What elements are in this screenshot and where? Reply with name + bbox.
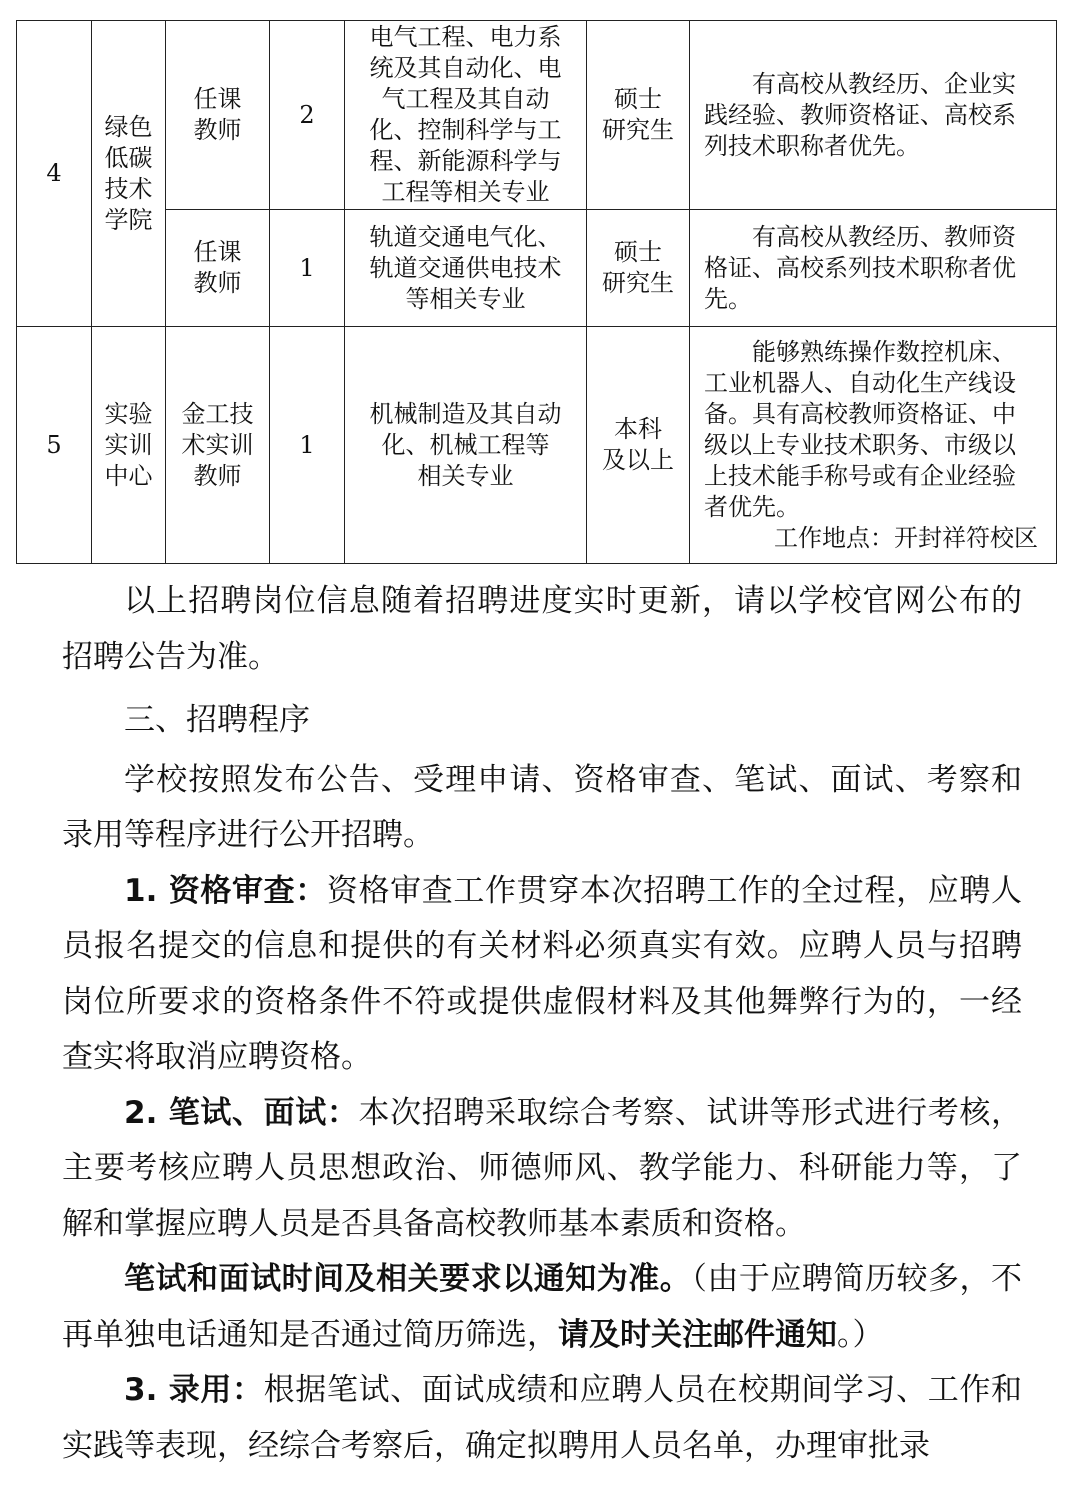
- step1-title: 1. 资格审查：: [124, 872, 327, 909]
- step3-paragraph: [62, 1363, 1022, 1474]
- department-cell: 实验 实训 中心: [92, 327, 166, 564]
- recruitment-table: [16, 20, 1057, 564]
- step3-body: 根据笔试、面试成绩和应聘人员在校期间学习、工作和实践等表现，经综合考察后，确定拟聘用人员名单，办理审批录: [62, 1372, 1022, 1464]
- position-cell: 任课 教师: [166, 21, 270, 210]
- requirement-text: 有高校从教经历、教师资格证、高校系列技术职称者优先。: [704, 222, 1016, 313]
- education-cell: 本科 及以上: [587, 327, 690, 564]
- intro-paragraph: 学校按照发布公告、受理申请、资格审查、笔试、面试、考察和录用等程序进行公开招聘。: [62, 761, 1022, 853]
- department-cell: 绿色 低碳 技术 学院: [92, 21, 166, 327]
- requirement-cell: [690, 327, 1057, 564]
- requirement-text: 能够熟练操作数控机床、工业机器人、自动化生产线设备。具有高校教师资格证、中级以上专业技术职务、市级以上技术能手称号或有企业经验者优先。: [704, 337, 1016, 521]
- exam-time-note: （由于应聘简历较多，不再单独电话通知是否通过简历筛选，: [62, 1261, 1023, 1353]
- table-row: [17, 21, 1057, 210]
- step2-title: 2. 笔试、面试：: [124, 1094, 359, 1131]
- major-cell: 轨道交通电气化、 轨道交通供电技术 等相关专业: [345, 210, 587, 327]
- exam-time-end: 。）: [837, 1316, 884, 1353]
- section-heading: 三、招聘程序: [124, 702, 310, 738]
- education-cell: 硕士 研究生: [587, 210, 690, 327]
- requirement-cell: [690, 210, 1057, 327]
- table-row: [17, 210, 1057, 327]
- step1-body: 资格审查工作贯穿本次招聘工作的全过程，应聘人员报名提交的信息和提供的有关材料必须真实有效。应聘人员与招聘岗位所要求的资格条件不符或提供虚假材料及其他舞弊行为的，一经查实将取消应聘资格。: [62, 872, 1023, 1075]
- major-cell: 电气工程、电力系 统及其自动化、电 气工程及其自动 化、控制科学与工 程、新能源科学与 工程等相关专业: [345, 21, 587, 210]
- step2-paragraph: [62, 1086, 1022, 1253]
- count-cell: 1: [270, 210, 345, 327]
- position-cell: 任课 教师: [166, 210, 270, 327]
- requirement-text: 有高校从教经历、企业实践经验、教师资格证、高校系列技术职称者优先。: [704, 69, 1016, 160]
- body-text: [62, 574, 1022, 1474]
- step2-body: 本次招聘采取综合考察、试讲等形式进行考核，主要考核应聘人员思想政治、师德师风、教学能力、科研能力等，了解和掌握应聘人员是否具备高校教师基本素质和资格。: [62, 1094, 1023, 1242]
- count-cell: 1: [270, 327, 345, 564]
- position-cell: 金工技 术实训 教师: [166, 327, 270, 564]
- major-cell: 机械制造及其自动 化、机械工程等 相关专业: [345, 327, 587, 564]
- exam-time-paragraph: [62, 1252, 1022, 1363]
- step3-title: 3. 录用：: [124, 1372, 264, 1408]
- exam-time-bold: 笔试和面试时间及相关要求以通知为准。: [124, 1261, 692, 1297]
- education-cell: 硕士 研究生: [587, 21, 690, 210]
- count-cell: 2: [270, 21, 345, 210]
- step1-paragraph: [62, 864, 1022, 1086]
- notice-paragraph: 以上招聘岗位信息随着招聘进度实时更新，请以学校官网公布的招聘公告为准。: [62, 583, 1022, 675]
- email-notice-bold: 请及时关注邮件通知: [558, 1316, 837, 1353]
- table-row: [17, 327, 1057, 564]
- work-location: 工作地点：开封祥符校区: [774, 523, 1038, 552]
- requirement-cell: [690, 21, 1057, 210]
- seq-cell: 5: [17, 327, 92, 564]
- seq-cell: 4: [17, 21, 92, 327]
